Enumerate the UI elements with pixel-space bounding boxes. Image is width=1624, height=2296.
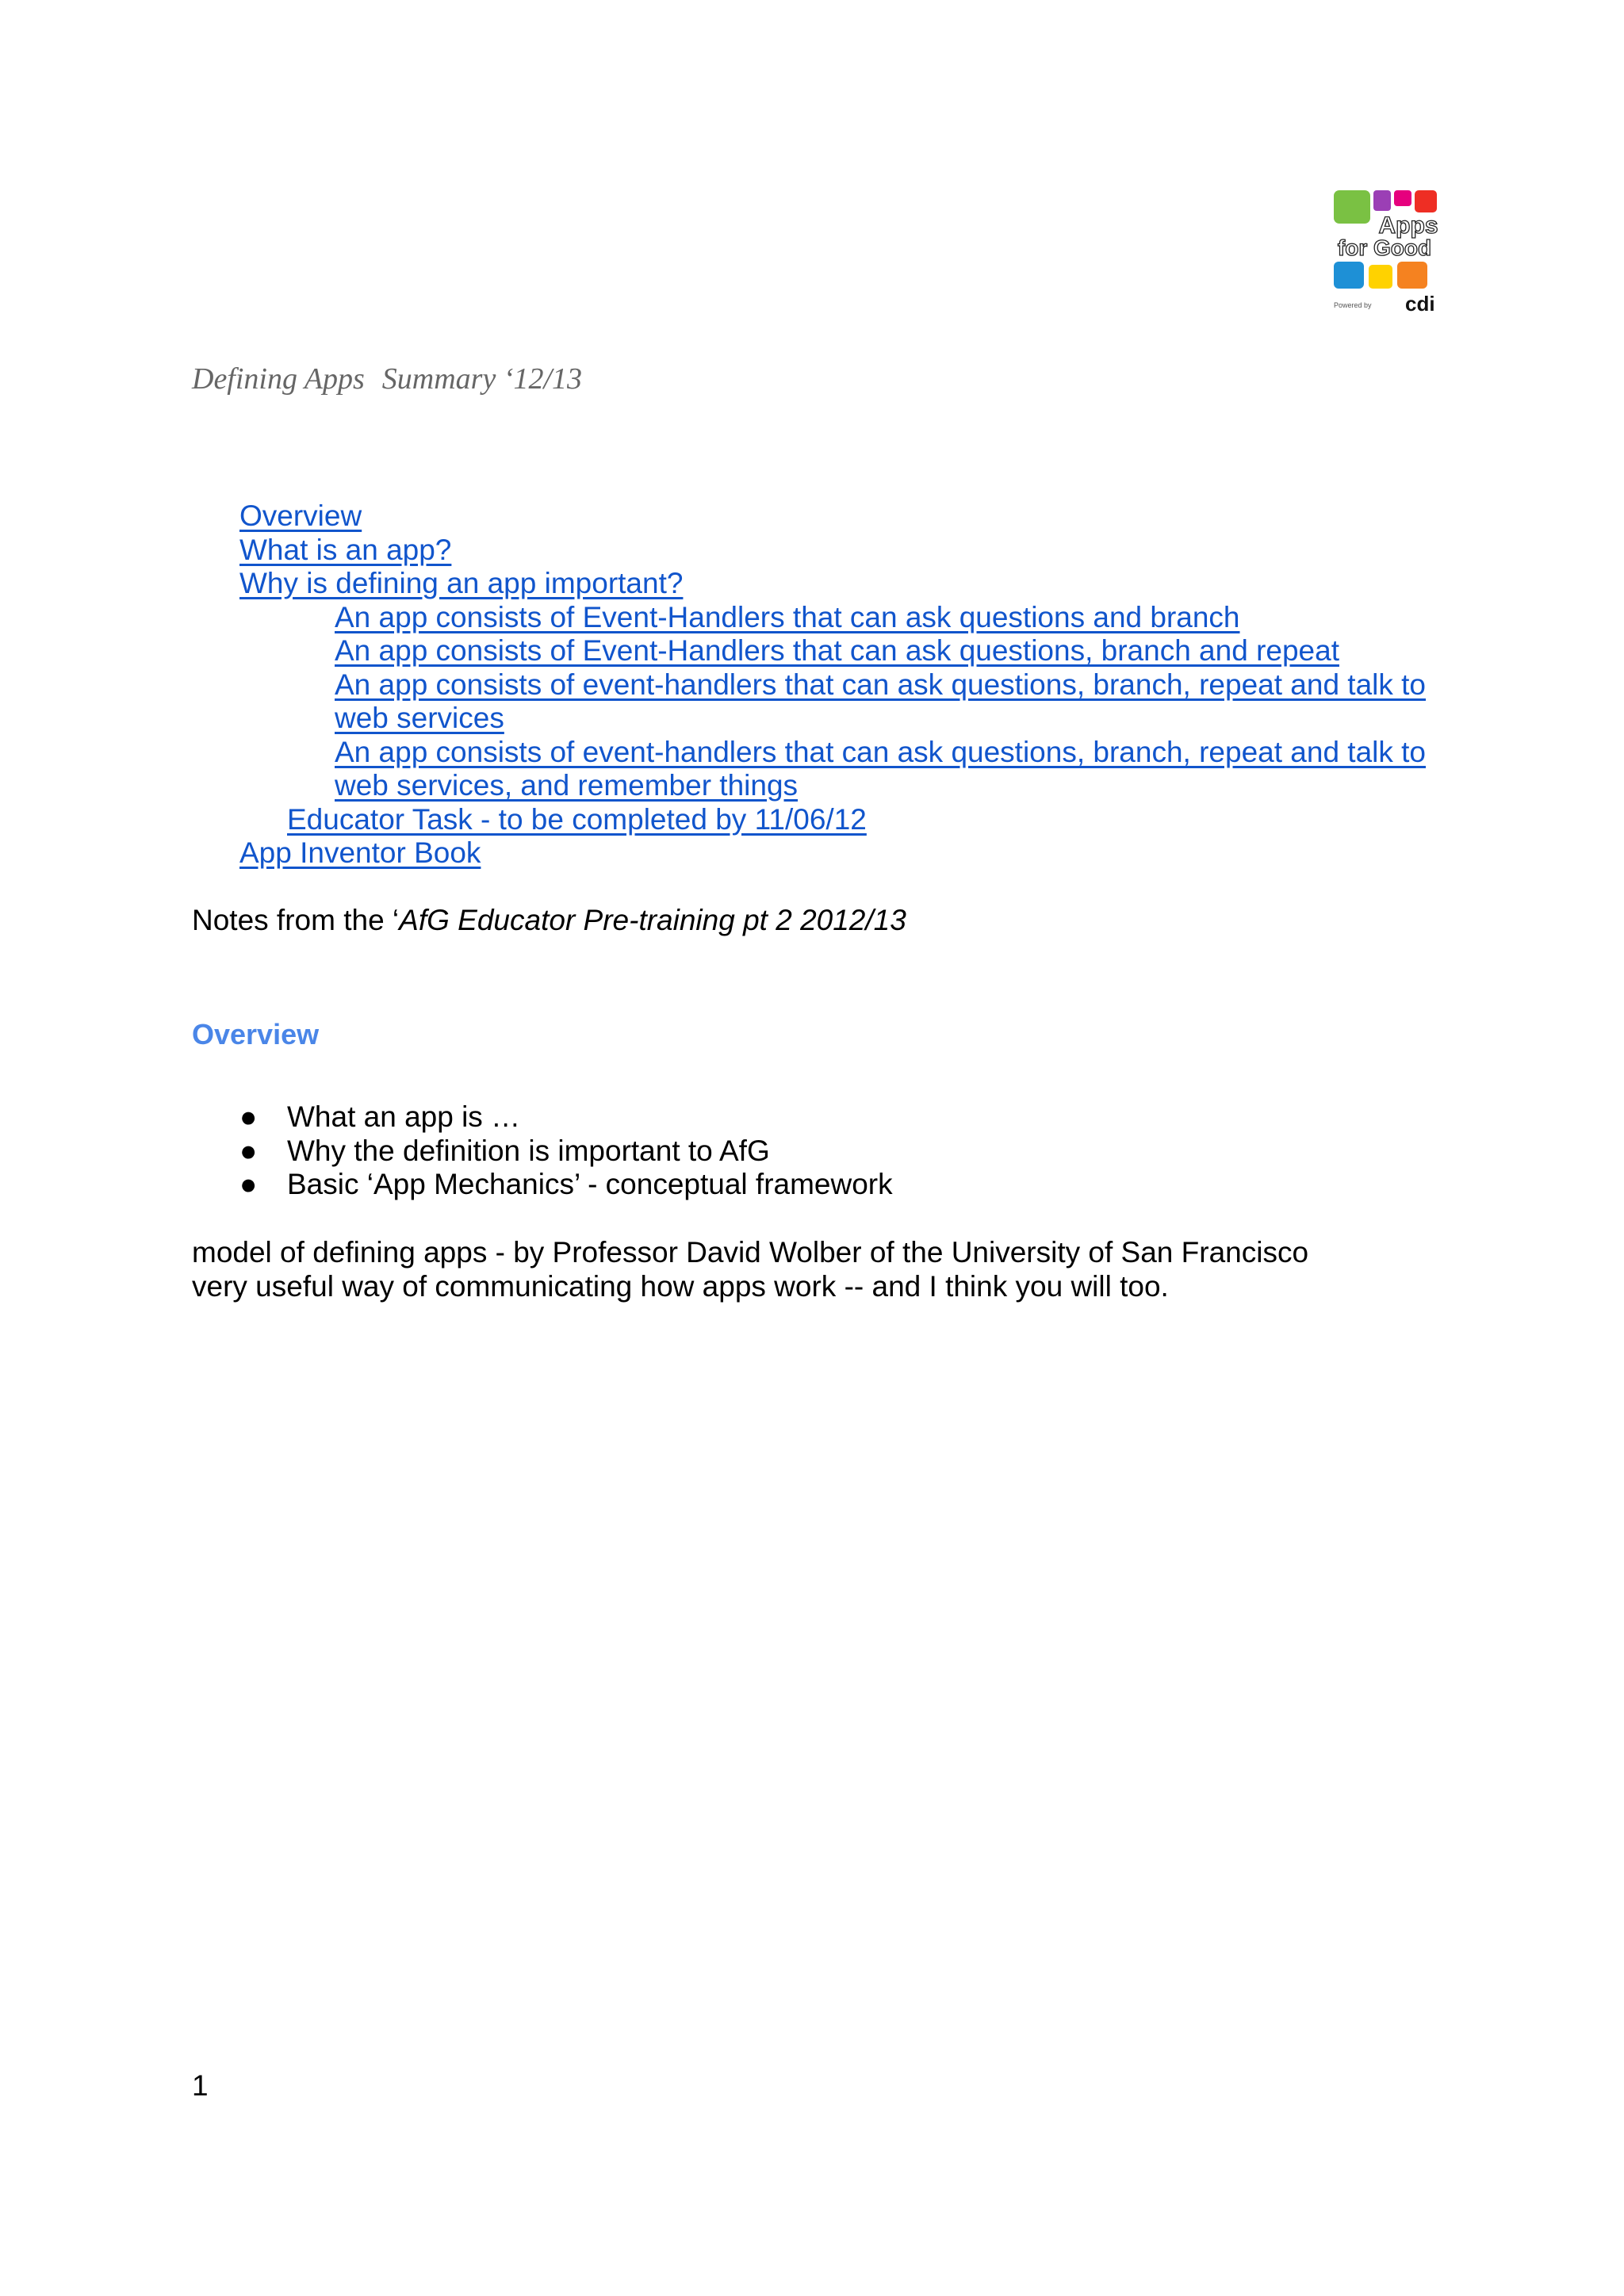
toc-link-what-is-an-app[interactable]: What is an app? (239, 533, 452, 566)
list-item: ● Basic ‘App Mechanics’ - conceptual framework (239, 1168, 893, 1200)
header-subtitle: Summary ‘12/13 (381, 362, 583, 396)
overview-paragraph (192, 1235, 1308, 1303)
bullet-icon: ● (239, 1134, 258, 1167)
toc-link-web-services[interactable]: An app consists of event-handlers that can ask questions, branch, repeat and talk to (335, 668, 1427, 701)
toc-link-why-defining-important[interactable]: Why is defining an app important? (239, 567, 684, 599)
apps-for-good-logo (1332, 189, 1439, 316)
toc-link-questions-branch-repeat[interactable]: An app consists of Event-Handlers that can ask questions, branch and repeat (335, 634, 1339, 667)
logo-text-apps: Apps (1378, 212, 1438, 239)
logo-text-for-good: for Good (1337, 235, 1432, 260)
toc-link-remember-things[interactable]: An app consists of event-handlers that can ask questions, branch, repeat and talk to (335, 735, 1427, 768)
toc-link-app-inventor-book[interactable]: App Inventor Book (239, 836, 481, 869)
toc-link-remember-things-cont[interactable]: web services, and remember things (335, 769, 799, 802)
bullet-icon: ● (239, 1168, 258, 1200)
document-header (192, 362, 582, 396)
overview-heading: Overview (192, 1018, 320, 1050)
list-item: ● What an app is … (239, 1100, 521, 1133)
page-number: 1 (192, 2069, 209, 2102)
paragraph-line: very useful way of communicating how apps work -- and I think you will too. (192, 1270, 1169, 1303)
bullet-icon: ● (239, 1100, 258, 1133)
overview-bullet-list (0, 1100, 1624, 1202)
logo-brand: cdi (1405, 292, 1435, 316)
notes-line (192, 904, 906, 937)
list-item: ● Why the definition is important to AfG (239, 1134, 770, 1167)
notes-italic: AfG Educator Pre-training pt 2 2012/13 (399, 904, 906, 936)
toc-link-web-services-cont[interactable]: web services (335, 702, 504, 734)
notes-prefix: Notes from the ‘ (192, 904, 400, 936)
toc-link-educator-task[interactable]: Educator Task - to be completed by 11/06/12 (287, 802, 867, 836)
paragraph-line: model of defining apps - by Professor David Wolber of the University of San Francisco (192, 1236, 1309, 1269)
logo-powered-by: Powered by (1334, 301, 1372, 309)
toc-link-questions-branch[interactable]: An app consists of Event-Handlers that can ask questions and branch (335, 600, 1240, 633)
table-of-contents (0, 499, 1624, 871)
toc-link-overview[interactable]: Overview (239, 499, 362, 532)
header-title: Defining Apps (192, 362, 365, 396)
